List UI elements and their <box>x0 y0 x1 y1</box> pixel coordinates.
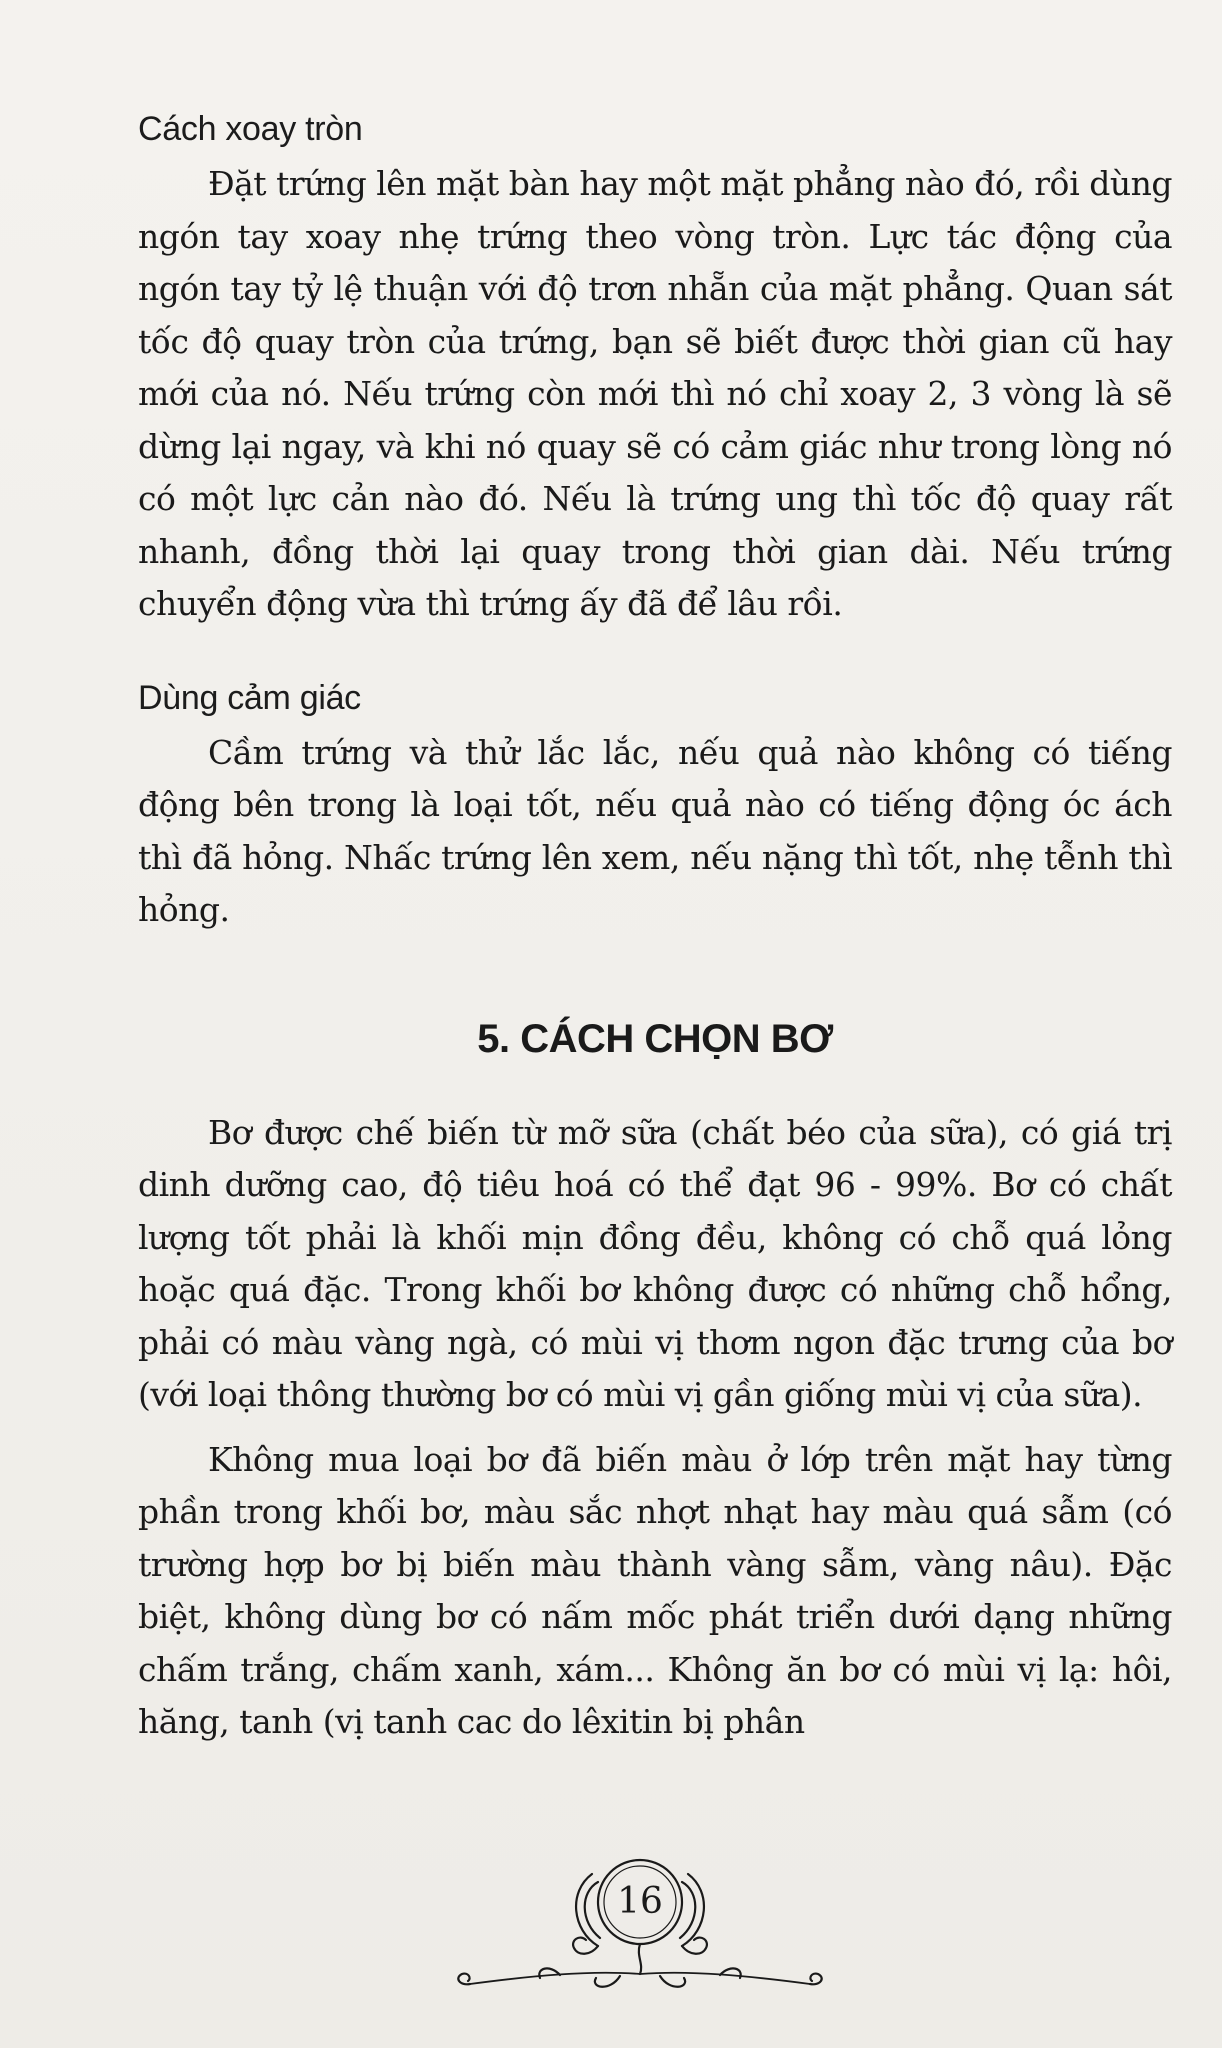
paragraph-feel: Cầm trứng và thử lắc lắc, nếu quả nào không có tiếng động bên trong là loại tốt, nếu quả nào có tiếng động óc ách thì đã hỏng. Nhấc trứng lên xem, nếu nặng thì tốt, nhẹ tễnh thì hỏng. <box>138 732 1172 929</box>
spacer <box>138 631 1172 669</box>
paragraph-butter-2: Không mua loại bơ đã biến màu ở lớp trên mặt hay từng phần trong khối bơ, màu sắc nhợt nhạt hay màu quá sẫm (có trường hợp bơ bị biến màu thành vàng sẫm, vàng nâu). Đặc biệt, không dùng bơ có nấm mốc phát triển dưới dạng những chấm trắng, chấm xanh, xám... Không ăn bơ có mùi vị lạ: hôi, hăng, tanh (vị tanh cac do lêxitin bị phân <box>138 1439 1172 1741</box>
paragraph-spin: Đặt trứng lên mặt bàn hay một mặt phẳng nào đó, rồi dùng ngón tay xoay nhẹ trứng theo vòng tròn. Lực tác động của ngón tay tỷ lệ thuận với độ trơn nhẵn của mặt phẳng. Quan sát tốc độ quay tròn của trứng, bạn sẽ biết được thời gian cũ hay mới của nó. Nếu trứng còn mới thì nó chỉ xoay 2, 3 vòng là sẽ dừng lại ngay, và khi nó quay sẽ có cảm giác như trong lòng nó có một lực cản nào đó. Nếu là trứng ung thì tốc độ quay rất nhanh, đồng thời lại quay trong thời gian dài. Nếu trứng chuyển động vừa thì trứng ấy đã để lâu rồi. <box>138 164 1172 623</box>
spacer <box>138 1422 1172 1434</box>
spacer <box>138 1069 1172 1107</box>
spacer <box>138 937 1172 1009</box>
paragraph-butter-1: Bơ được chế biến từ mỡ sữa (chất béo của sữa), có giá trị dinh dưỡng cao, độ tiêu hoá có thể đạt 96 - 99%. Bơ có chất lượng tốt phải là khối mịn đồng đều, không có chỗ quá lỏng hoặc quá đặc. Trong khối bơ không được có những chỗ hổng, phải có màu vàng ngà, có mùi vị thơm ngon đặc trưng của bơ (với loại thông thường bơ có mùi vị gần giống mùi vị của sữa). <box>138 1112 1172 1414</box>
page-content <box>138 100 1172 1749</box>
page-number: 16 <box>617 1881 663 1922</box>
chapter-title: 5. CÁCH CHỌN BƠ <box>477 1016 833 1061</box>
section-heading-spin: Cách xoay tròn <box>138 110 363 148</box>
section-heading-feel: Dùng cảm giác <box>138 678 361 717</box>
page-footer <box>440 1852 840 2012</box>
